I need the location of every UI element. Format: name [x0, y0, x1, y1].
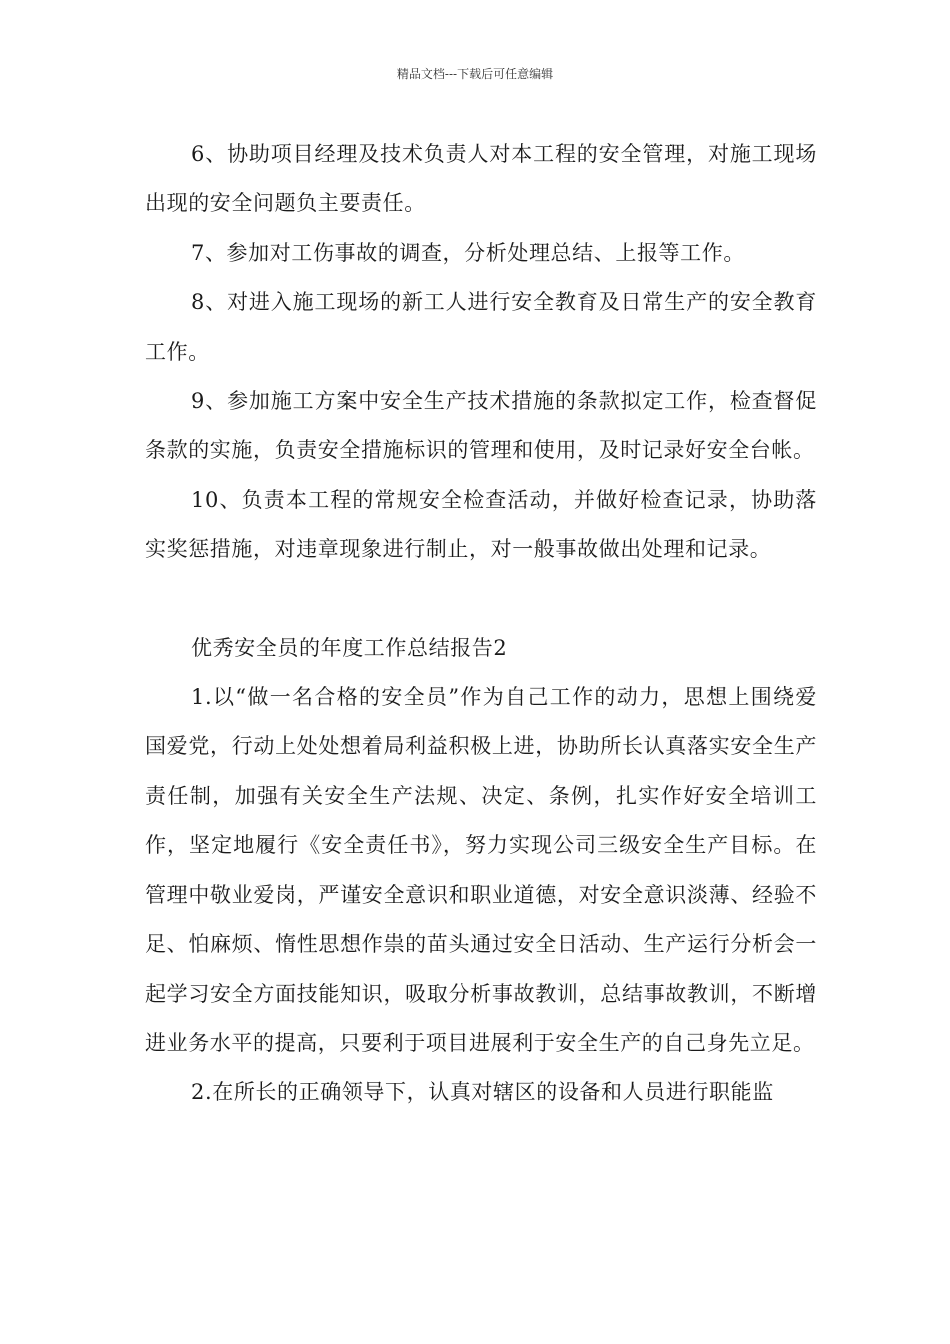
paragraph-item-7: 7、参加对工伤事故的调查，分析处理总结、上报等工作。: [191, 240, 745, 265]
section-spacer: [145, 575, 817, 624]
paragraph-point-2: 2.在所长的正确领导下，认真对辖区的设备和人员进行职能监: [191, 1080, 774, 1105]
paragraph-point-1: 1.以“做一名合格的安全员”作为自己工作的动力，思想上围绕爱国爱党，行动上处处想着局利益积极上进，协助所长认真落实安全生产责任制，加强有关安全生产法规、决定、条例，扎实作好安全培训工作，坚定地履行《安全责任书》，努力实现公司三级安全生产目标。在管理中敬业爱岗，严谨安全意识和职业道德，对安全意识淡薄、经验不足、怕麻烦、惰性思想作祟的苗头通过安全日活动、生产运行分析会一起学习安全方面技能知识，吸取分析事故教训，总结事故教训，不断增进业务水平的提高，只要利于项目进展利于安全生产的自己身先立足。: [145, 685, 817, 1055]
paragraph-item-9: 9、参加施工方案中安全生产技术措施的条款拟定工作，检查督促条款的实施，负责安全措施标识的管理和使用，及时记录好安全台帐。: [145, 389, 817, 463]
paragraph-item-6: 6、协助项目经理及技术负责人对本工程的安全管理，对施工现场出现的安全问题负主要责任。: [145, 142, 817, 216]
paragraph-item-10: 10、负责本工程的常规安全检查活动，并做好检查记录，协助落实奖惩措施，对违章现象进行制止，对一般事故做出处理和记录。: [145, 487, 817, 562]
paragraph-item-8: 8、对进入施工现场的新工人进行安全教育及日常生产的安全教育工作。: [145, 290, 817, 364]
document-body: [145, 130, 817, 1118]
page-header: 精品文档---下载后可任意编辑: [396, 67, 554, 81]
section-heading: 优秀安全员的年度工作总结报告2: [191, 635, 508, 660]
